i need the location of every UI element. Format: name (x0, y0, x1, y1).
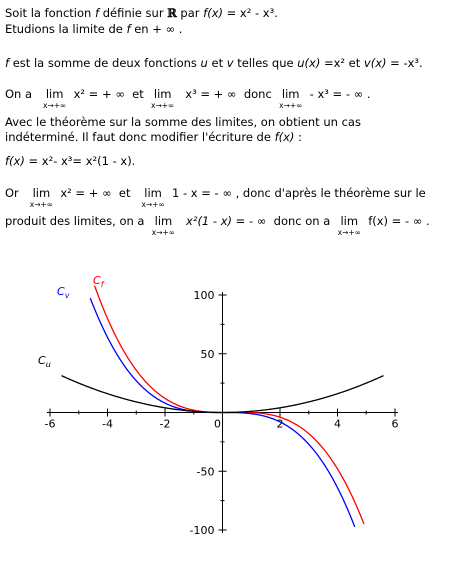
x-tick-label: -4 (102, 417, 113, 431)
limit-1: lim x→+∞ (43, 87, 67, 110)
line-3: f est la somme de deux fonctions u et v telles que u(x) =x² et v(x) = -x³. (5, 56, 423, 70)
limit-3: lim x→+∞ (279, 87, 303, 110)
y-tick-label: -100 (189, 524, 215, 537)
line-8: Or lim x→+∞ x² = + ∞ et lim x→+∞ 1 - x = - ∞ , donc d'après le théorème sur le (5, 186, 426, 209)
limit-5: lim x→+∞ (141, 186, 165, 209)
line-1: Soit la fonction f définie sur ℝ par f(x) = x² - x³. (5, 6, 278, 20)
line-7: f(x) = x²- x³= x²(1 - x). (5, 154, 136, 168)
curve-cf (95, 286, 364, 524)
y-tick-label: 50 (200, 347, 215, 361)
limit-4: lim x→+∞ (29, 186, 54, 209)
label-cu: $C_u$ (38, 354, 51, 369)
x-tick-label: -2 (159, 417, 171, 431)
label-cf: $C_f$ (93, 274, 104, 289)
line-5: Avec le théorème sur la somme des limites, on obtient un cas (5, 115, 361, 129)
limit-2: lim x→+∞ (151, 87, 175, 110)
x-tick-label: 2 (276, 417, 284, 431)
function-plot (0, 270, 471, 565)
label-cv: $C_v$ (57, 285, 70, 300)
limit-6: lim x→+∞ (151, 214, 176, 237)
x-tick-label: -6 (44, 417, 56, 431)
limit-7: lim x→+∞ (337, 214, 361, 237)
line-6: indéterminé. Il faut donc modifier l'écriture de f(x) : (5, 130, 302, 144)
x-tick-label: 0 (214, 417, 221, 431)
line-4: On a lim x→+∞ x² = + ∞ et lim x→+∞ x³ = + ∞ donc lim x→+∞ - x³ = - ∞ . (5, 87, 371, 110)
y-tick-label: 100 (193, 289, 215, 302)
line-9: produit des limites, on a lim x→+∞ x²(1 - x) = - ∞ donc on a lim x→+∞ f(x) = - ∞ . (5, 214, 430, 237)
x-tick-label: 4 (334, 417, 341, 431)
y-tick-label: -50 (196, 465, 215, 479)
x-tick-label: 6 (391, 417, 399, 431)
line-2: Etudions la limite de f en + ∞ . (5, 22, 183, 36)
